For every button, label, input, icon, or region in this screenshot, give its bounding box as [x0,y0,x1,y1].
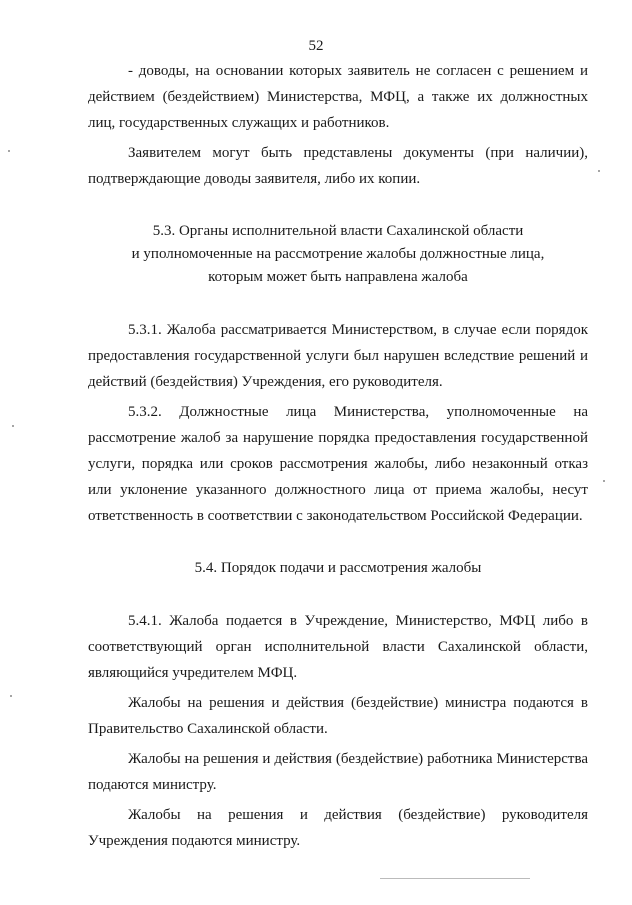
paragraph-employee-complaints: Жалобы на решения и действия (бездействие) работника Министерства подаются министру. [88,751,588,793]
section-5-4-heading: 5.4. Порядок подачи и рассмотрения жалобы [194,560,482,576]
scan-speck [598,170,600,172]
paragraph-5-4-1: 5.4.1. Жалоба подается в Учреждение, Министерство, МФЦ либо в соответствующий орган исполнительной власти Сахалинской области, являющийся учредителем МФЦ. [88,613,588,681]
bottom-scan-line [380,878,530,879]
scan-speck [12,425,14,427]
paragraph-head-complaints: Жалобы на решения и действия (бездействие) руководителя Учреждения подаются министру. [88,807,588,849]
section-5-3-heading [88,220,588,289]
page-number: 52 [308,38,324,54]
section-heading-line: 5.3. Органы исполнительной власти Сахалинской области [152,223,524,239]
scan-speck [603,480,605,482]
paragraph-5-3-2: 5.3.2. Должностные лица Министерства, уполномоченные на рассмотрение жалоб за нарушение порядка предоставления государственной услуги, порядка или сроков рассмотрения жалобы, либо незаконный отказ или уклонение указанного должностного лица от приема жалобы, несут ответственность в соответствии с законодательством Российской Федерации. [88,404,588,524]
scan-speck [10,695,12,697]
section-heading-line: и уполномоченные на рассмотрение жалобы должностные лица, [131,246,545,262]
section-heading-line: которым может быть направлена жалоба [208,269,468,285]
paragraph-5-3-1: 5.3.1. Жалоба рассматривается Министерством, в случае если порядок предоставления государственной услуги был нарушен вследствие решений и действий (бездействия) Учреждения, его руководителя. [88,322,588,390]
scan-speck [8,150,10,152]
paragraph-documents: Заявителем могут быть представлены документы (при наличии), подтверждающие доводы заявителя, либо их копии. [88,145,588,187]
paragraph-arguments: - доводы, на основании которых заявитель не согласен с решением и действием (бездействием) Министерства, МФЦ, а также их должностных лиц, государственных служащих и работников. [88,63,588,131]
paragraph-minister-complaints: Жалобы на решения и действия (бездействие) министра подаются в Правительство Сахалинской области. [88,695,588,737]
document-body [88,58,588,854]
